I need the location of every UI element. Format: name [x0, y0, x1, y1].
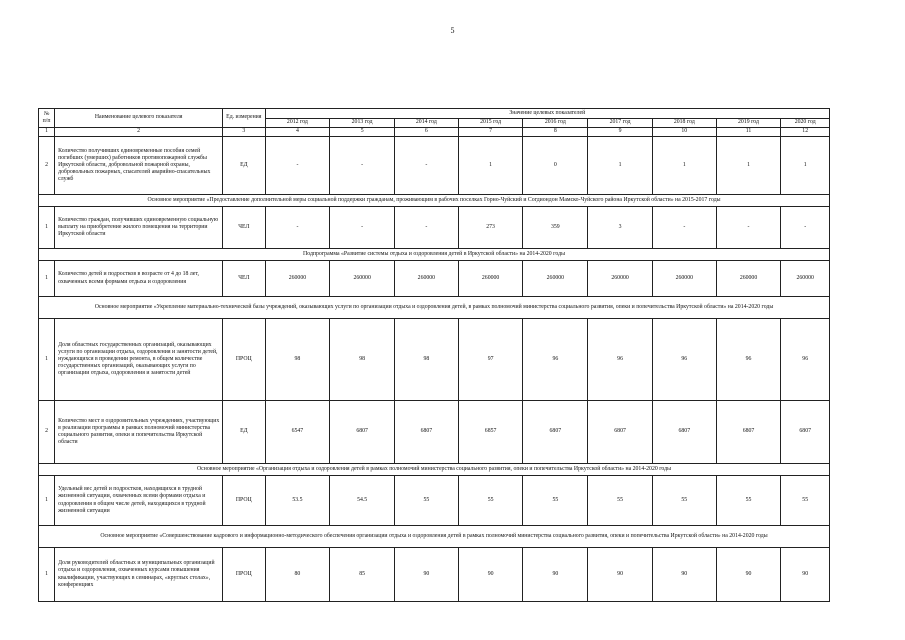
value-cell: 85 [330, 548, 395, 602]
header-year: 2016 год [523, 119, 588, 128]
unit-cell: ЧЕЛ [223, 261, 265, 297]
row-number: 1 [39, 319, 55, 401]
column-number: 11 [716, 128, 781, 137]
column-number: 12 [781, 128, 830, 137]
value-cell: 260000 [330, 261, 395, 297]
value-cell: 98 [330, 319, 395, 401]
value-cell: 90 [588, 548, 653, 602]
row-number: 1 [39, 207, 55, 249]
value-cell: 96 [716, 319, 781, 401]
section-title: Основное мероприятие «Укрепление материально-технической базы учреждений, оказывающих услуги по организации отдыха и оздоровления детей, в рамках полномочий министерства социального развития, опеки и попечительства Иркутской области» на 2014-2020 годы [39, 297, 830, 319]
section-title: Основное мероприятие «Предоставление дополнительной меры социальной поддержки гражданам, проживающим в рабочих поселках Горно-Чуйский и Согдиондон Мамско-Чуйского района Иркутской области» на 2015-2017 годы [39, 195, 830, 207]
header-year: 2014 год [395, 119, 459, 128]
row-number: 2 [39, 137, 55, 195]
header-year: 2012 год [265, 119, 330, 128]
unit-cell: ЕД [223, 137, 265, 195]
header-year: 2019 год [716, 119, 781, 128]
value-cell: 260000 [588, 261, 653, 297]
section-title: Подпрограмма «Развитие системы отдыха и оздоровления детей в Иркутской области» на 2014-2020 годы [39, 249, 830, 261]
value-cell: 96 [652, 319, 716, 401]
section-row [39, 526, 830, 548]
column-number: 5 [330, 128, 395, 137]
row-number: 1 [39, 548, 55, 602]
column-number: 10 [652, 128, 716, 137]
value-cell: 260000 [523, 261, 588, 297]
section-row [39, 249, 830, 261]
table-row [39, 207, 830, 249]
value-cell: - [781, 207, 830, 249]
value-cell: 3 [588, 207, 653, 249]
value-cell: 6807 [588, 401, 653, 464]
value-cell: 54.5 [330, 476, 395, 526]
value-cell: 55 [588, 476, 653, 526]
table-row [39, 319, 830, 401]
header-indicator-name: Наименование целевого показателя [55, 109, 223, 128]
value-cell: 1 [652, 137, 716, 195]
value-cell: - [330, 137, 395, 195]
value-cell: - [395, 137, 459, 195]
value-cell: 55 [781, 476, 830, 526]
header-no: № п/п [39, 109, 55, 128]
value-cell: 96 [781, 319, 830, 401]
value-cell: 6807 [523, 401, 588, 464]
value-cell: 273 [458, 207, 523, 249]
column-number: 6 [395, 128, 459, 137]
table-row [39, 548, 830, 602]
value-cell: 0 [523, 137, 588, 195]
value-cell: 6807 [781, 401, 830, 464]
row-number: 1 [39, 476, 55, 526]
header-year: 2013 год [330, 119, 395, 128]
page-number: 5 [450, 26, 455, 35]
value-cell: 55 [716, 476, 781, 526]
value-cell: 90 [781, 548, 830, 602]
section-row [39, 297, 830, 319]
header-year: 2020 год [781, 119, 830, 128]
header-values: Значение целевых показателей [265, 109, 829, 119]
column-number: 4 [265, 128, 330, 137]
value-cell: 359 [523, 207, 588, 249]
value-cell: 260000 [652, 261, 716, 297]
column-number: 8 [523, 128, 588, 137]
indicator-name: Доля областных государственных организаций, оказывающих услуги по организации отдыха, оздоровления и занятости детей, нуждающихся в проведении ремонта, в общем количестве государственных организаций, оказывающих услуги по организации отдыха, оздоровления и занятости детей [55, 319, 223, 401]
indicator-name: Количество детей и подростков в возрасте от 4 до 18 лет, охваченных всеми формами отдыха и оздоровления [55, 261, 223, 297]
value-cell: - [265, 137, 330, 195]
value-cell: 1 [588, 137, 653, 195]
header-year: 2017 год [588, 119, 653, 128]
column-number: 9 [588, 128, 653, 137]
row-number: 2 [39, 401, 55, 464]
row-number: 1 [39, 261, 55, 297]
value-cell: 260000 [265, 261, 330, 297]
value-cell: - [652, 207, 716, 249]
value-cell: 260000 [458, 261, 523, 297]
value-cell: 6547 [265, 401, 330, 464]
value-cell: 98 [395, 319, 459, 401]
section-title: Основное мероприятие «Совершенствование кадрового и информационно-методического обеспечения организации отдыха и оздоровления детей в рамках полномочий министерства социального развития, опеки и попечительства Иркутской области» на 2014-2020 годы [39, 526, 830, 548]
table-row [39, 401, 830, 464]
value-cell: - [330, 207, 395, 249]
value-cell: 260000 [716, 261, 781, 297]
header-year: 2015 год [458, 119, 523, 128]
indicator-name: Удельный вес детей и подростков, находящихся в трудной жизненной ситуации, охваченных всеми формами отдыха и оздоровления в общем числе детей, находящихся в трудной жизненной ситуации [55, 476, 223, 526]
column-number: 2 [55, 128, 223, 137]
value-cell: 260000 [395, 261, 459, 297]
header-year: 2018 год [652, 119, 716, 128]
value-cell: 55 [395, 476, 459, 526]
indicator-name: Количество граждан, получивших единовременную социальную выплату на приобретение жилого помещения на территории Иркутской области [55, 207, 223, 249]
value-cell: 80 [265, 548, 330, 602]
table-row [39, 261, 830, 297]
value-cell: 55 [523, 476, 588, 526]
column-number: 1 [39, 128, 55, 137]
column-number: 3 [223, 128, 265, 137]
value-cell: 97 [458, 319, 523, 401]
indicator-name: Количество получивших единовременные пособия семей погибших (умерших) работников противопожарной службы Иркутской области, добровольной пожарной охраны, добровольных пожарных, спасателей аварийно-спасательных служб [55, 137, 223, 195]
value-cell: 6807 [330, 401, 395, 464]
value-cell: 90 [652, 548, 716, 602]
value-cell: - [265, 207, 330, 249]
section-title: Основное мероприятие «Организация отдыха и оздоровления детей в рамках полномочий министерства социального развития, опеки и попечительства Иркутской области» на 2014-2020 годы [39, 464, 830, 476]
column-number: 7 [458, 128, 523, 137]
value-cell: 96 [523, 319, 588, 401]
indicator-name: Доля руководителей областных и муниципальных организаций отдыха и оздоровления, охваченных курсами повышения квалификации, участвующих в семинарах, «круглых столах», конференциях [55, 548, 223, 602]
indicator-name: Количество мест в оздоровительных учреждениях, участвующих в реализации программы в рамках полномочий министерства социального развития, опеки и попечительства Иркутской области [55, 401, 223, 464]
unit-cell: ЧЕЛ [223, 207, 265, 249]
value-cell: 260000 [781, 261, 830, 297]
table-row [39, 137, 830, 195]
value-cell: - [395, 207, 459, 249]
value-cell: - [716, 207, 781, 249]
unit-cell: ПРОЦ [223, 319, 265, 401]
value-cell: 6807 [395, 401, 459, 464]
value-cell: 98 [265, 319, 330, 401]
value-cell: 1 [458, 137, 523, 195]
unit-cell: ПРОЦ [223, 548, 265, 602]
value-cell: 6857 [458, 401, 523, 464]
value-cell: 90 [523, 548, 588, 602]
value-cell: 96 [588, 319, 653, 401]
unit-cell: ПРОЦ [223, 476, 265, 526]
header-unit: Ед. измерения [223, 109, 265, 128]
value-cell: 90 [458, 548, 523, 602]
table-row [39, 476, 830, 526]
value-cell: 53.5 [265, 476, 330, 526]
value-cell: 90 [716, 548, 781, 602]
value-cell: 1 [716, 137, 781, 195]
value-cell: 6807 [716, 401, 781, 464]
unit-cell: ЕД [223, 401, 265, 464]
target-indicators-table [38, 108, 830, 602]
value-cell: 55 [652, 476, 716, 526]
value-cell: 1 [781, 137, 830, 195]
value-cell: 90 [395, 548, 459, 602]
value-cell: 6807 [652, 401, 716, 464]
section-row [39, 464, 830, 476]
value-cell: 55 [458, 476, 523, 526]
section-row [39, 195, 830, 207]
